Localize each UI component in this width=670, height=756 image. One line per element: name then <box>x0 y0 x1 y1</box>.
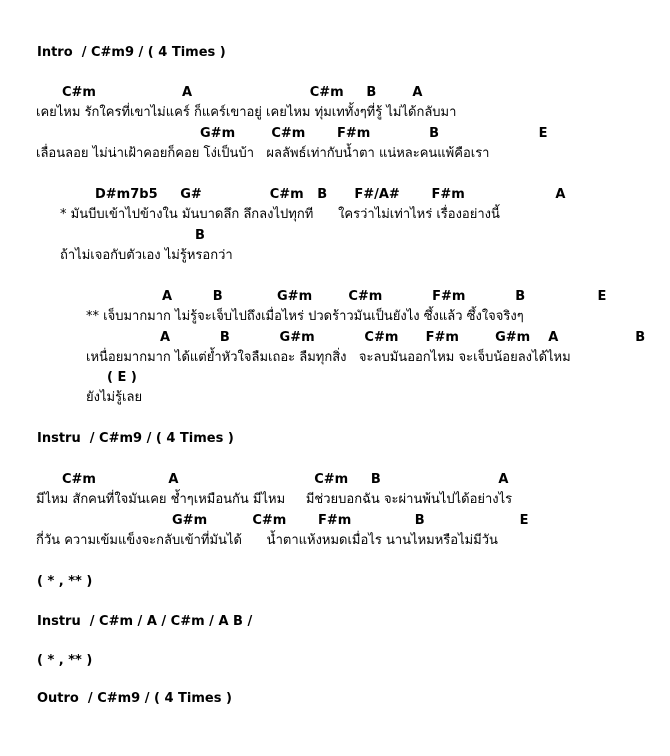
repeat-line-2: ( * , ** ) <box>37 653 93 668</box>
chorus-chords-line2: A B G#m C#m F#m G#m A B <box>160 330 646 345</box>
prechorus-lyric-line1: * มันบีบเข้าไปข้างใน มันบาดลึก ลึกลงไปทุกที ใครว่าไม่เท่าไหร่ เรื่องอย่างนี้ <box>60 207 500 222</box>
prechorus-chords-line1: D#m7b5 G# C#m B F#/A# F#m A <box>95 187 566 202</box>
outro-line: Outro / C#m9 / ( 4 Times ) <box>37 691 232 706</box>
instru-line-1: Instru / C#m9 / ( 4 Times ) <box>37 431 234 446</box>
verse1-chords-line1: C#m A C#m B A <box>62 85 423 100</box>
intro-line: Intro / C#m9 / ( 4 Times ) <box>37 45 226 60</box>
instru-line-2: Instru / C#m / A / C#m / A B / <box>37 614 253 629</box>
chorus-ending-chord: ( E ) <box>107 370 137 385</box>
chorus-lyric-line2: เหนื่อยมากมาก ได้แต่ย้ำหัวใจลืมเถอะ ลืมทุกสิ่ง จะลบมันออกไหม จะเจ็บน้อยลงได้ไหม <box>86 350 571 365</box>
verse2-lyric-line2: กี่วัน ความเข้มแข็งจะกลับเข้าที่มันได้ น้ำตาแห้งหมดเมื่อไร นานไหมหรือไม่มีวัน <box>36 533 498 548</box>
repeat-line-1: ( * , ** ) <box>37 574 93 589</box>
verse2-chords-line1: C#m A C#m B A <box>62 472 509 487</box>
prechorus-lyric-line2: ถ้าไม่เจอกับตัวเอง ไม่รู้หรอกว่า <box>60 248 233 263</box>
verse2-chords-line2: G#m C#m F#m B E <box>172 513 529 528</box>
chorus-lyric-line3: ยังไม่รู้เลย <box>86 390 143 405</box>
chorus-chords-line1: A B G#m C#m F#m B E <box>162 289 607 304</box>
verse2-lyric-line1: มีไหม สักคนที่ใจมันเคย ช้ำๆเหมือนกัน มีไหม มีช่วยบอกฉัน จะผ่านพ้นไปได้อย่างไร <box>36 492 513 507</box>
verse1-lyric-line1: เคยไหม รักใครที่เขาไม่แคร์ ก็แคร์เขาอยู่ เคยไหม ทุ่มเททั้งๆที่รู้ ไม่ได้กลับมา <box>36 105 457 120</box>
chorus-lyric-line1: ** เจ็บมากมาก ไม่รู้จะเจ็บไปถึงเมื่อไหร่ ปวดร้าวมันเป็นยังไง ซึ้งแล้ว ซึ้งใจจริงๆ <box>86 309 524 324</box>
prechorus-chords-line2: B <box>195 228 205 243</box>
verse1-lyric-line2: เลื่อนลอย ไม่น่าเฝ้าคอยก็คอย โง่เป็นบ้า ผลลัพธ์เท่ากับน้ำตา แน่หละคนแพ้คือเรา <box>36 146 490 161</box>
verse1-chords-line2: G#m C#m F#m B E <box>200 126 548 141</box>
